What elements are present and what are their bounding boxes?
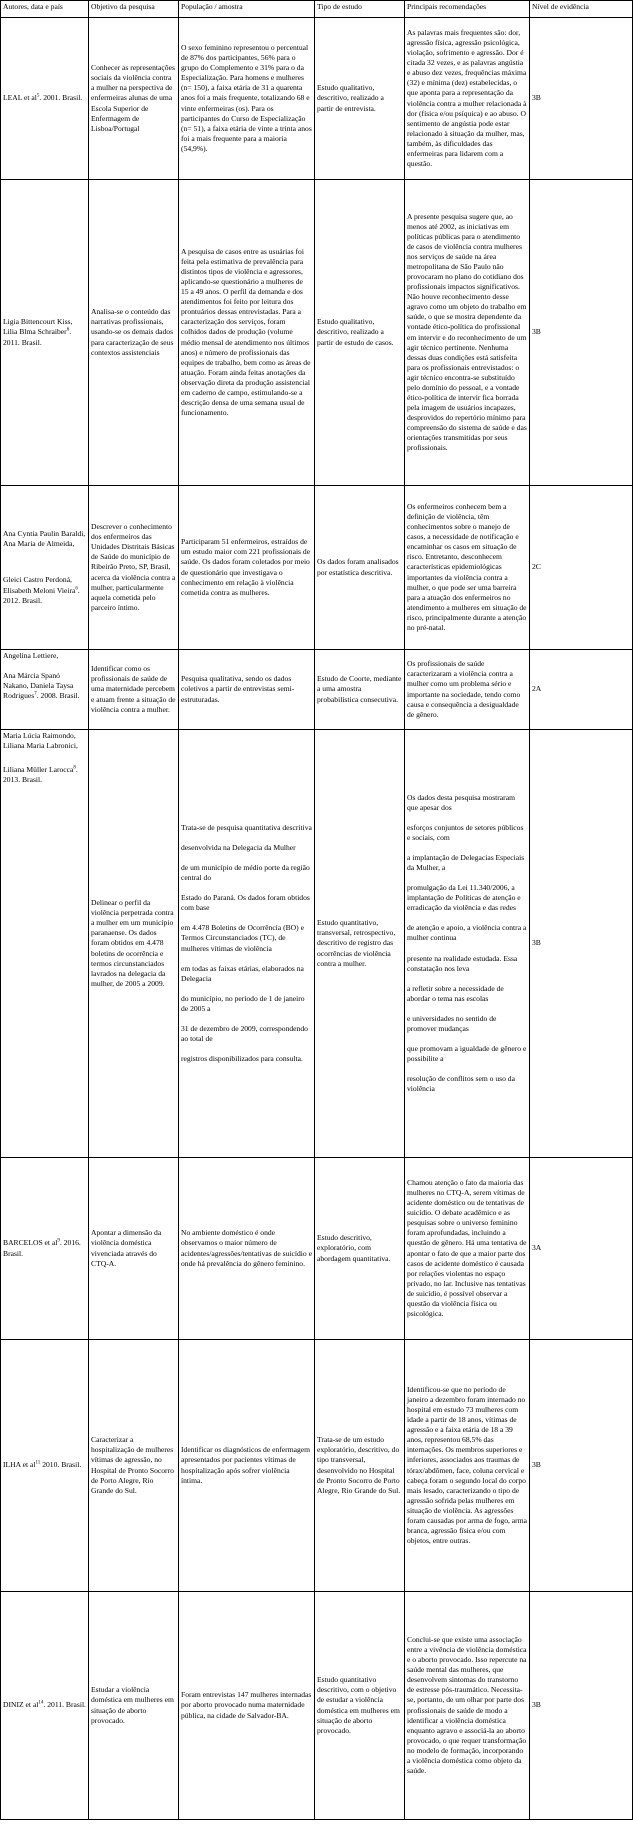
cell-recommendations: As palavras mais frequentes são: dor, agressão física, agressão psicológica, violação, sofrimento e agressão. Dor é citada 32 vezes, e as palavras angústia e abuso dez vezes, frequências máxima (32) e mínima (dez) estabelecidas, o que aponta para a representação da violência contra a mulher relacionada à dor (física e/ou psíquica) e ao abuso. O sentimento de angústia pode estar relacionado à situação da mulher, mas, também, às dificuldades das enfermeiras para lidarem com a questão.: [405, 18, 530, 180]
header-row: [1, 1, 633, 18]
cell-objective: Apontar a dimensão da violência doméstica vivenciada através do CTQ-A.: [89, 1158, 179, 1340]
cell-objective: Identificar como os profissionais de saúde de uma maternidade percebem e atuam frente a situação de violência contra a mulher.: [89, 650, 179, 730]
cell-evidence-level: 3A: [530, 1158, 633, 1340]
cell-authors: DINIZ et $al^{14}$. 2011. Brasil.: [1, 1592, 89, 1820]
table-row: [1, 650, 633, 730]
cell-evidence-level: 2A: [530, 650, 633, 730]
cell-recommendations: Chamou atenção o fato da maioria das mulheres no CTQ-A, serem vítimas de acidente doméstico ou de tentativas de suicídio. O debate acadêmico e as pesquisas sobre o universo feminino foram aprofundadas, incluindo a questão de gênero. Há uma tentativa de apontar o fato de que a maior parte dos casos de acidente doméstico é causada por relações violentas no espaço privado, no lar. Inclusive nas tentativas de suicídio, é possível observar a questão da violência física ou psicológica.: [405, 1158, 530, 1340]
table-row: [1, 1592, 633, 1820]
cell-recommendations: Identificou-se que no período de janeiro a dezembro foram internado no hospital em estudo 73 mulheres com idade a partir de 18 anos, vítimas de agressão e a faixa etária de 18 a 39 anos, representou 68,5% das internações. Os membros superiores e inferiores, associados aos traumas de tórax/abdômen, face, coluna cervical e cabeça foram o segundo local do corpo mais lesado, caracterizando o tipo de agressão sofrida pelas mulheres em situação de violência. As agressões foram causadas por arma de fogo, arma branca, agressão física e/ou com objetos, entre outras.: [405, 1340, 530, 1592]
cell-recommendations: Os dados desta pesquisa mostraram que apesar dos esforços conjuntos de setores públicos e sociais, com a implantação de Delegacias Especiais da Mulher, a promulgação da Lei 11.340/2006, a implantação de Políticas de atenção e erradicação da violência e das redes de atenção e apoio, a violência contra a mulher continua presente na realidade estudada. Essa constatação nos leva a refletir sobre a necessidade de abordar o tema nas escolas e universidades no sentido de promover mudanças que promovam a igualdade de gênero e possibilite a resolução de conflitos sem o uso da violência: [405, 730, 530, 1158]
cell-authors: Angelina Lettiere, Ana Márcia Spanó Nakano, Daniela Taysa Rodrigues$^7$. 2008. Brasil.: [1, 650, 89, 730]
cell-recommendations: Os profissionais de saúde caracterizaram a violência contra a mulher como um problema sério e importante na sociedade, tendo como causa e consequência a desigualdade de gênero.: [405, 650, 530, 730]
table-row: [1, 18, 633, 180]
header-recommendations: Principais recomendações: [405, 1, 530, 18]
cell-authors: ILHA et $al^{11}$ 2010. Brasil.: [1, 1340, 89, 1592]
cell-authors: Ligia Bittencourt Kiss, Lilia Blma Schraiber$^6$. 2011. Brasil.: [1, 180, 89, 486]
cell-population: Trata-se de pesquisa quantitativa descritiva desenvolvida na Delegacia da Mulher de um município de médio porte da região central do Estado do Paraná. Os dados foram obtidos com base em 4.478 Boletins de Ocorrência (BO) e Termos Circunstanciados (TC), de mulheres vítimas de violência em todas as faixas etárias, elaborados na Delegacia do município, no período de 1 de janeiro de 2005 a 31 de dezembro de 2009, correspondendo ao total de registros disponibilizados para consulta.: [179, 730, 315, 1158]
cell-authors: BARCELOS et $al^9$. 2016. Brasil.: [1, 1158, 89, 1340]
table-row: [1, 1340, 633, 1592]
cell-study-type: Estudo descritivo, exploratório, com abordagem quantitativa.: [315, 1158, 405, 1340]
cell-objective: Delinear o perfil da violência perpetrada contra a mulher em um município paranaense. Os dados foram obtidos em 4.478 boletins de ocorrência e termos circunstanciados lavrados na delegacia da mulher, de 2005 a 2009.: [89, 730, 179, 1158]
cell-population: O sexo feminino representou o percentual de 87% dos participantes, 56% para o grupo do Complemento e 31% para o da Especialização. Para homens e mulheres (n= 150), a faixa etária de 31 a quarenta anos foi a mais frequente, totalizando 68 e vinte enfermeiras (os). Para os participantes do Curso de Especialização (n= 51), a faixa etária de vinte a trinta anos foi a mais frequente para a maioria (54,9%).: [179, 18, 315, 180]
header-population: População / amostra: [179, 1, 315, 18]
cell-study-type: Trata-se de um estudo exploratório, descritivo, do tipo transversal, desenvolvido no Hospital de Pronto Socorro de Porto Alegre, Rio Grande do Sul.: [315, 1340, 405, 1592]
cell-study-type: Estudo qualitativo, descritivo, realizado a partir de estudo de casos.: [315, 180, 405, 486]
cell-study-type: Estudo qualitativo, descritivo, realizado a partir de entrevista.: [315, 18, 405, 180]
cell-study-type: Os dados foram analisados por estatística descritiva.: [315, 486, 405, 650]
cell-objective: Caracterizar a hospitalização de mulheres vítimas de agressão, no Hospital de Pronto Socorro de Porto Alegre, Rio Grande do Sul.: [89, 1340, 179, 1592]
cell-evidence-level: 2C: [530, 486, 633, 650]
cell-authors: Ana Cyntia Paulin Baraldi, Ana Maria de Almeida, Gleici Castro Perdoná, Elisabeth Meloni Vieira$^6$. 2012. Brasil.: [1, 486, 89, 650]
cell-recommendations: Conclui-se que existe uma associação entre a vivência de violência doméstica e o aborto provocado. Isso repercute na saúde mental das mulheres, que desenvolvem sintomas do transtorno de estresse pós-traumático. Necessita-se, portanto, de um olhar por parte dos profissionais de saúde de modo a identificar a violência doméstica enquanto agravo e associá-la ao aborto provocado, o que requer transformação no modelo de formação, incorporando a violência doméstica como objeto da saúde.: [405, 1592, 530, 1820]
table-row: [1, 486, 633, 650]
cell-objective: Descrever o conhecimento dos enfermeiros das Unidades Distritais Básicas de Saúde do município de Ribeirão Preto, SP, Brasil, acerca da violência contra a mulher, particularmente aquela cometida pelo parceiro íntimo.: [89, 486, 179, 650]
cell-authors: LEAL et $al^5$. 2001. Brasil.: [1, 18, 89, 180]
cell-population: Pesquisa qualitativa, sendo os dados coletivos a partir de entrevistas semi-estruturadas.: [179, 650, 315, 730]
header-authors: Autores, data e país: [1, 1, 89, 18]
cell-study-type: Estudo de Coorte, mediante a uma amostra probabilística consecutiva.: [315, 650, 405, 730]
cell-evidence-level: 3B: [530, 730, 633, 1158]
cell-population: A pesquisa de casos entre as usuárias foi feita pela estimativa de prevalência para distintos tipos de violência e agressores, aplicando-se questionário a mulheres de 15 a 49 anos. O perfil da demanda e dos atendimentos foi feito por leitura dos prontuários dessas entrevistadas. Para a caracterização dos serviços, foram colhidos dados de produção (volume médio mensal de atendimento nos últimos anos) e número de profissionais das equipes de trabalho, bem como as áreas de atuação. Foram ainda feitas anotações da observação direta da produção assistencial em caderno de campo, estimulando-se a descrição densa de uma semana usual de funcionamento.: [179, 180, 315, 486]
cell-objective: Estudar a violência doméstica em mulheres em situação de aborto provocado.: [89, 1592, 179, 1820]
cell-evidence-level: 3B: [530, 18, 633, 180]
table-row: [1, 730, 633, 1158]
cell-population: No ambiente doméstico é onde observamos o maior número de acidentes/agressões/tentativas de suicídio e onde há prevalência do gênero feminino.: [179, 1158, 315, 1340]
header-evidence-level: Nível de evidência: [530, 1, 633, 18]
cell-population: Participaram 51 enfermeiros, estraídos de um estudo maior com 221 profissionais de saúde. Os dados foram coletados por meio de questionário que investigava o conhecimento em relação à violência cometida contra as mulheres.: [179, 486, 315, 650]
cell-recommendations: Os enfermeiros conhecem bem a definição de violência, têm conhecimentos sobre o manejo de casos, a necessidade de notificação e encaminhar os casos em situação de risco. Entretanto, desconhecem características epidemiológicas importantes da violência contra a mulher, o que pode ser uma barreira para a atuação dos enfermeiros no atendimento a mulheres em situação de risco, principalmente durante a atenção no pré-natal.: [405, 486, 530, 650]
cell-study-type: Estudo quantitativo descritivo, com o objetivo de estudar a violência doméstica em mulheres em situação de aborto provocado.: [315, 1592, 405, 1820]
cell-population: Identificar os diagnósticos de enfermagem apresentados por pacientes vítimas de hospitalização após sofrer violência íntima.: [179, 1340, 315, 1592]
header-study-type: Tipo de estudo: [315, 1, 405, 18]
header-objective: Objetivo da pesquisa: [89, 1, 179, 18]
cell-authors: Maria Lúcia Raimondo, Liliana Maria Labronici, Liliana Müller Larocca$^8$. 2013. Brasil.: [1, 730, 89, 1158]
cell-objective: Analisa-se o conteúdo das narrativas profissionais, usando-se os demais dados para caracterização de seus contextos assistenciais: [89, 180, 179, 486]
cell-evidence-level: 3B: [530, 1592, 633, 1820]
table-row: [1, 180, 633, 486]
cell-evidence-level: 3B: [530, 1340, 633, 1592]
cell-study-type: Estudo quantitativo, transversal, retrospectivo, descritivo de registro das ocorrências de violência contra a mulher.: [315, 730, 405, 1158]
cell-recommendations: A presente pesquisa sugere que, ao menos até 2002, as iniciativas em políticas públicas para o atendimento de casos de violência contra mulheres nos serviços de saúde na área metropolitana de São Paulo não provocaram no plano do cotidiano dos profissionais impactos significativos. Não houve reconhecimento desse agravo como um objeto do trabalho em saúde, o que se mostra dependente da vontade ético-política do profissional em intervir e do reconhecimento de um agir técnico pertinente. Nenhuma dessas duas condições está satisfeita para os profissionais entrevistados: o agir técnico encontra-se substituído pelo domínio do pessoal, e a vontade ético-política de intervir fica borrada pela imagem de usuários incapazes, desprovidos do repertório mínimo para compreensão do sistema de saúde e das orientações transmitidas por seus profissionais.: [405, 180, 530, 486]
cell-population: Foram entrevistas 147 mulheres internadas por aborto provocado numa maternidade pública, na cidade de Salvador-BA.: [179, 1592, 315, 1820]
cell-objective: Conhecer as representações sociais da violência contra a mulher na perspectiva de enfermeiras alunas de uma Escola Superior de Enfermagem de Lisboa/Portugal: [89, 18, 179, 180]
table-row: [1, 1158, 633, 1340]
cell-evidence-level: 3B: [530, 180, 633, 486]
